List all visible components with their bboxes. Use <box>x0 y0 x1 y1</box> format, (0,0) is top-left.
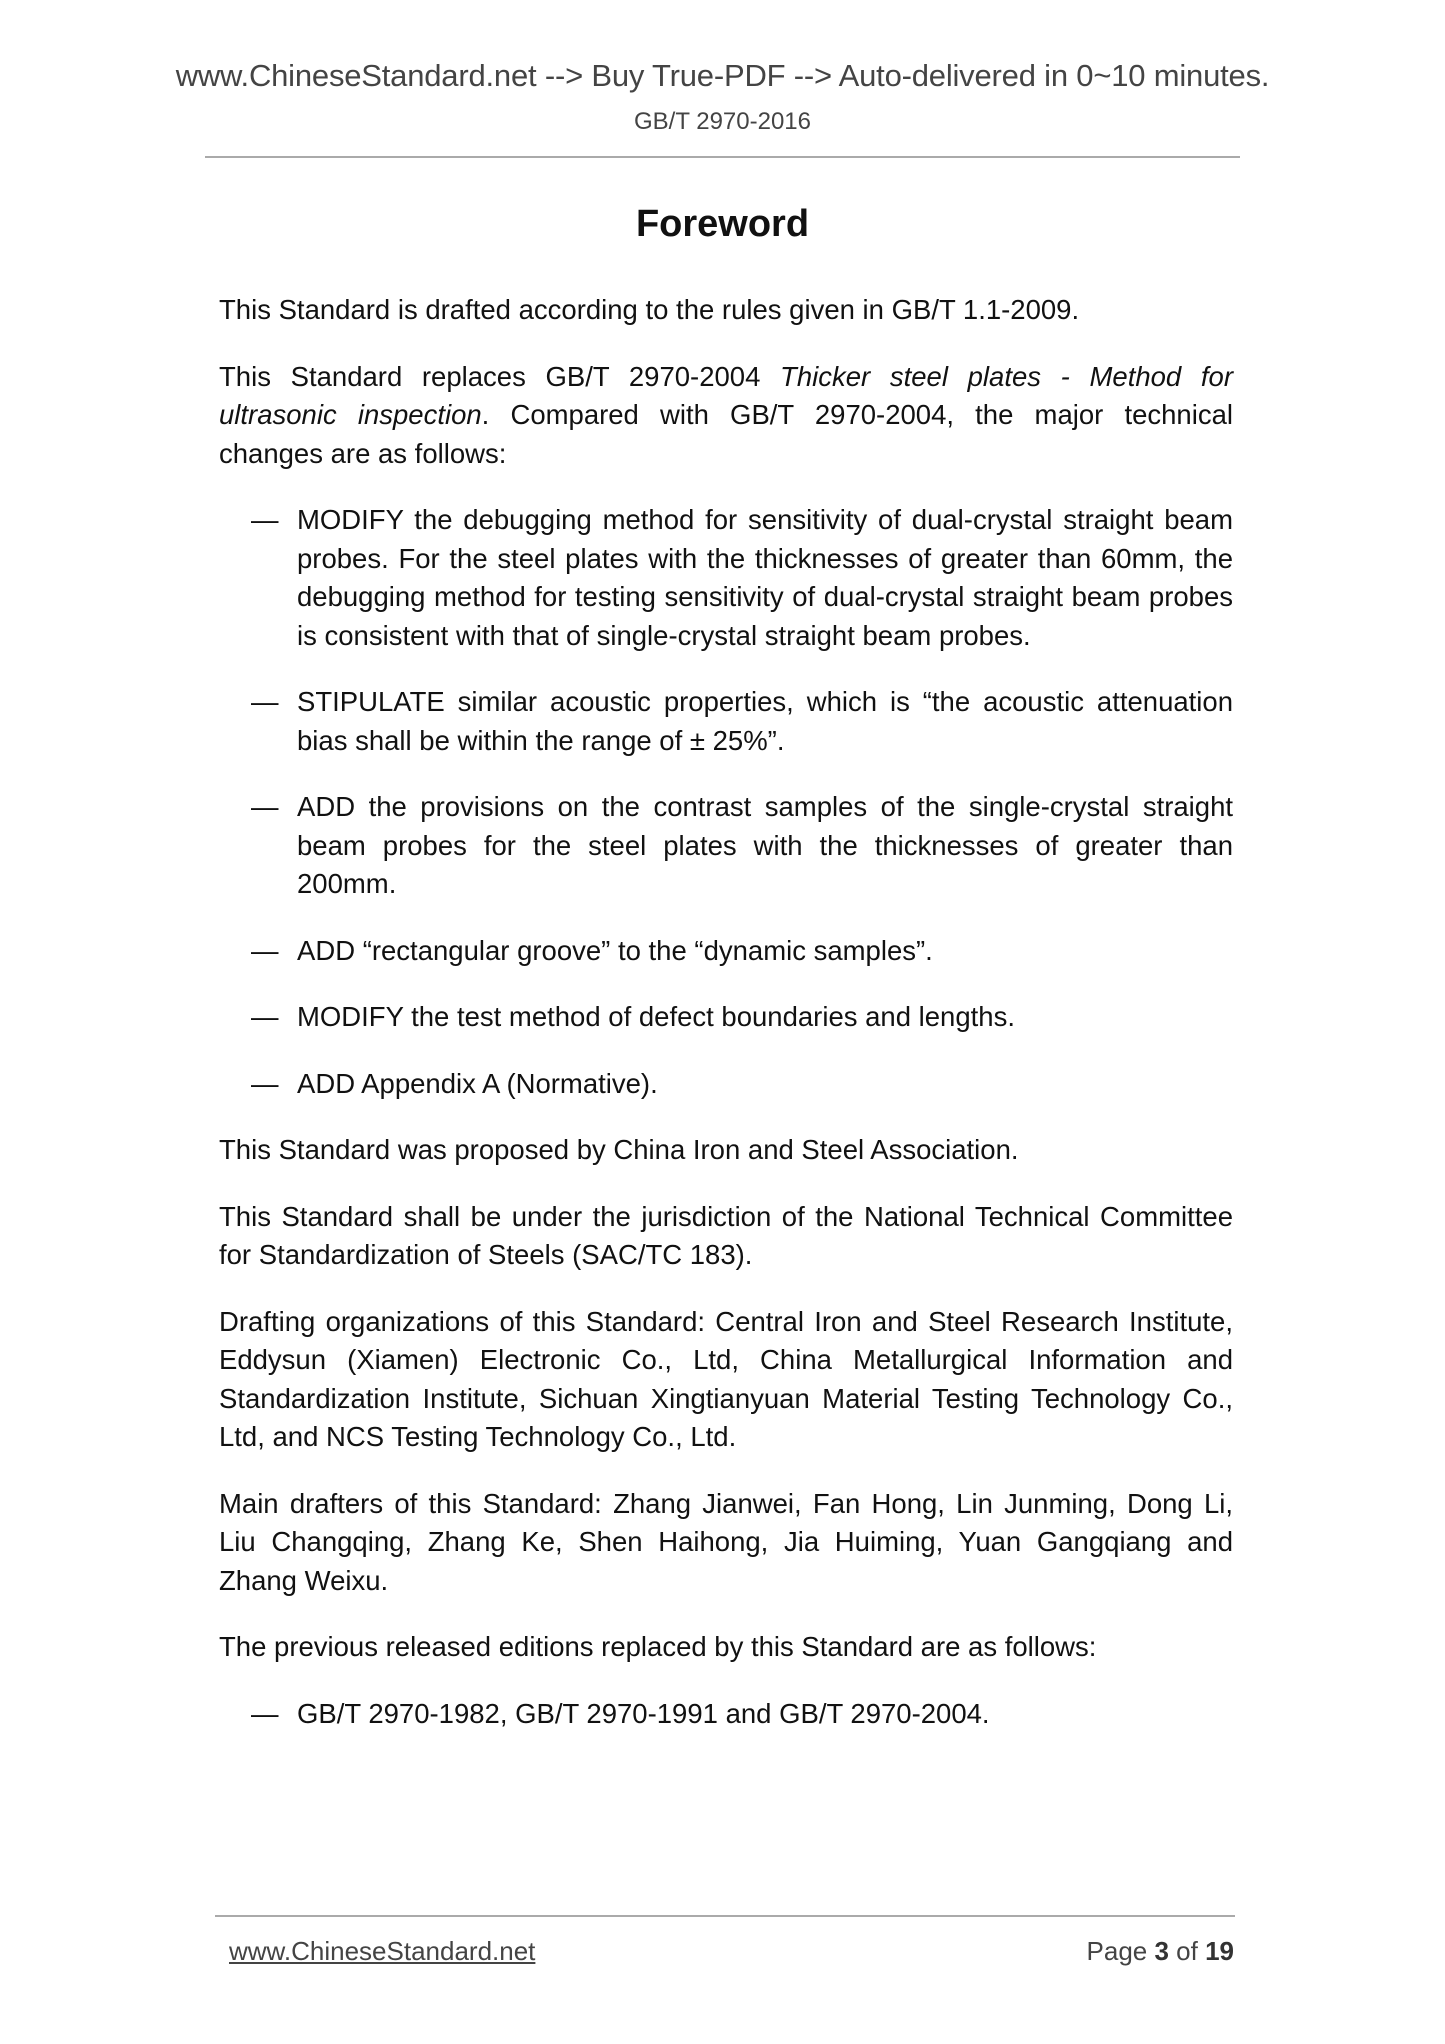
dash-bullet: — <box>251 504 279 535</box>
change-item <box>219 788 1233 904</box>
dash-bullet: — <box>251 1067 279 1099</box>
replaces-text: This Standard replaces GB/T 2970-2004 <box>219 360 781 392</box>
paragraph-replaces <box>219 358 1233 474</box>
page-current: 3 <box>1154 1936 1169 1966</box>
paragraph-proposed-by: This Standard was proposed by China Iron and Steel Association. <box>219 1134 1019 1165</box>
header-standard-code: GB/T 2970-2016 <box>633 108 811 135</box>
page-total: 19 <box>1205 1936 1234 1966</box>
change-item <box>219 501 1233 655</box>
page-number <box>1087 1936 1234 1967</box>
dash-bullet: — <box>251 1001 279 1032</box>
header-banner: www.ChineseStandard.net --> Buy True-PDF --> Auto-delivered in 0~10 minutes. <box>175 58 1270 93</box>
change-text: STIPULATE similar acoustic properties, which is “the acoustic attenuation bias shall be within the range of ± 25%”. <box>297 686 1233 756</box>
change-text: MODIFY the test method of defect boundaries and lengths. <box>297 1001 1015 1032</box>
page-title: Foreword <box>635 203 810 245</box>
paragraph-drafting-organizations: Drafting organizations of this Standard: Central Iron and Steel Research Institute, Eddysun (Xiamen) Electronic Co., Ltd, China Metallurgical Information and Standardization Institute, Sichuan Xingtianyuan Material Testing Technology Co., Ltd, and NCS Testing Technology Co., Ltd. <box>219 1305 1233 1452</box>
dash-bullet: — <box>251 1697 279 1729</box>
document-body <box>219 291 1233 1761</box>
paragraph-jurisdiction: This Standard shall be under the jurisdiction of the National Technical Committee for Standardization of Steels (SAC/TC 183). <box>219 1200 1233 1270</box>
dash-bullet: — <box>251 791 279 822</box>
header-divider <box>205 156 1240 158</box>
edition-text: GB/T 2970-1982, GB/T 2970-1991 and GB/T 2970-2004. <box>297 1697 990 1729</box>
dash-bullet: — <box>251 934 279 966</box>
footer-website-link[interactable]: www.ChineseStandard.net <box>229 1936 536 1966</box>
change-text: MODIFY the debugging method for sensitivity of dual-crystal straight beam probes. For the steel plates with the thicknesses of greater than 60mm, the debugging method for testing sensitivity of dual-crystal straight beam probes is consistent with that of single-crystal straight beam probes. <box>297 504 1233 651</box>
edition-item <box>219 1695 1233 1734</box>
changes-intro: . Compared with GB/T 2970-2004, the major technical changes are as follows: <box>219 399 1233 469</box>
paragraph-previous-editions: The previous released editions replaced by this Standard are as follows: <box>219 1631 1097 1662</box>
change-item <box>219 998 1233 1037</box>
change-item <box>219 1065 1233 1104</box>
change-text: ADD “rectangular groove” to the “dynamic samples”. <box>297 934 933 966</box>
change-text: ADD the provisions on the contrast samples of the single-crystal straight beam probes for the steel plates with the thicknesses of greater than 200mm. <box>297 791 1233 899</box>
change-item <box>219 932 1233 971</box>
replaced-standard-title: Thicker steel plates - Method for ultrasonic inspection <box>219 360 1233 430</box>
page-mid: of <box>1168 1936 1206 1966</box>
page-prefix: Page <box>1086 1936 1155 1966</box>
paragraph-main-drafters: Main drafters of this Standard: Zhang Jianwei, Fan Hong, Lin Junming, Dong Li, Liu Changqing, Zhang Ke, Shen Haihong, Jia Huiming, Yuan Gangqiang and Zhang Weixu. <box>219 1487 1233 1596</box>
footer-divider <box>215 1915 1235 1917</box>
dash-bullet: — <box>251 686 279 717</box>
paragraph-drafting-rules: This Standard is drafted according to the rules given in GB/T 1.1-2009. <box>219 294 1080 325</box>
change-text: ADD Appendix A (Normative). <box>297 1067 658 1099</box>
change-item <box>219 683 1233 760</box>
